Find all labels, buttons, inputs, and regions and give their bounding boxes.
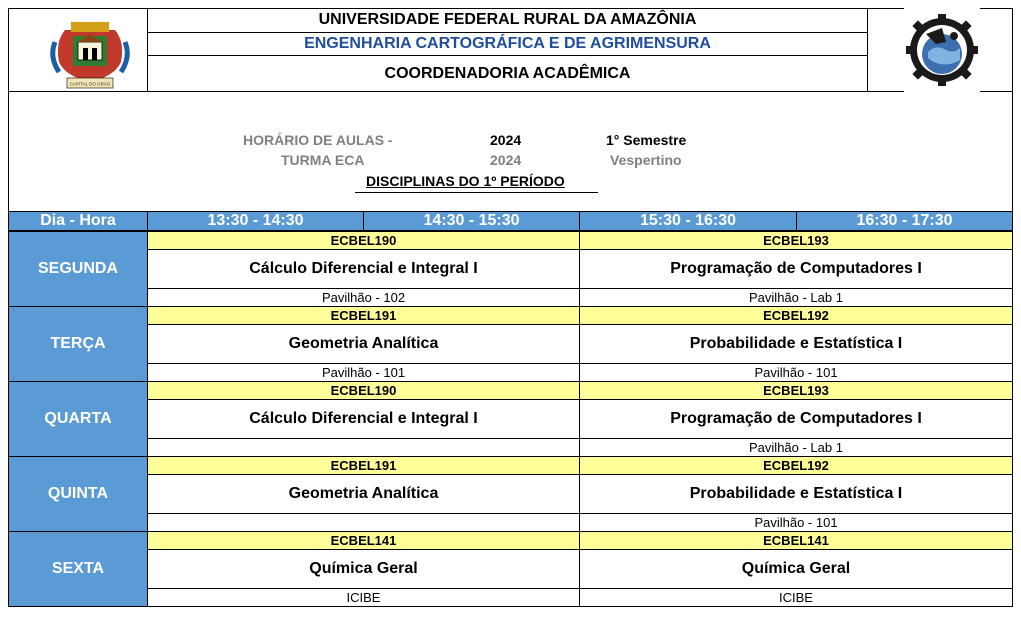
course-room (147, 438, 580, 457)
horario-label: HORÁRIO DE AULAS - (243, 132, 393, 148)
time-slot-2: 14:30 - 15:30 (363, 211, 580, 231)
semester-label: 1° Semestre (606, 132, 687, 148)
cartography-gear-logo (906, 14, 978, 86)
course-room: ICIBE (147, 588, 580, 607)
course-room: Pavilhão - Lab 1 (579, 438, 1013, 457)
coat-of-arms-logo (45, 12, 135, 92)
day-hour-header: Dia - Hora (8, 211, 148, 231)
university-name: UNIVERSIDADE FEDERAL RURAL DA AMAZÔNIA (148, 8, 867, 33)
turma-year: 2024 (490, 152, 522, 168)
course-code: ECBEL141 (147, 531, 580, 550)
course-code: ECBEL193 (579, 231, 1013, 250)
course-subject: Programação de Computadores I (579, 250, 1013, 288)
left-logo-cell (8, 8, 148, 92)
course-room: Pavilhão - Lab 1 (579, 288, 1013, 307)
course-room: Pavilhão - 102 (147, 288, 580, 307)
schedule-year: 2024 (490, 132, 522, 148)
course-subject: Cálculo Diferencial e Integral I (147, 250, 580, 288)
schedule-table (8, 211, 1013, 607)
day-quinta: QUINTA (8, 456, 148, 532)
course-room (147, 513, 580, 532)
course-subject: Geometria Analítica (147, 325, 580, 363)
department-name: ENGENHARIA CARTOGRÁFICA E DE AGRIMENSURA (148, 33, 867, 56)
course-code: ECBEL192 (579, 456, 1013, 475)
course-room: Pavilhão - 101 (579, 363, 1013, 382)
time-slot-4: 16:30 - 17:30 (796, 211, 1013, 231)
course-code: ECBEL191 (147, 456, 580, 475)
course-code: ECBEL192 (579, 306, 1013, 325)
coordination-name: COORDENADORIA ACADÊMICA (384, 65, 631, 82)
turma-label: TURMA ECA (281, 152, 365, 168)
course-room: ICIBE (579, 588, 1013, 607)
course-subject: Química Geral (147, 550, 580, 588)
course-room: Pavilhão - 101 (147, 363, 580, 382)
time-slot-3: 15:30 - 16:30 (579, 211, 797, 231)
shift-label: Vespertino (610, 152, 682, 168)
course-code: ECBEL190 (147, 381, 580, 400)
course-code: ECBEL190 (147, 231, 580, 250)
course-code: ECBEL141 (579, 531, 1013, 550)
right-logo-cell (867, 8, 1013, 92)
course-subject: Geometria Analítica (147, 475, 580, 513)
course-subject: Programação de Computadores I (579, 400, 1013, 438)
day-terca: TERÇA (8, 306, 148, 382)
course-code: ECBEL191 (147, 306, 580, 325)
course-code: ECBEL193 (579, 381, 1013, 400)
course-subject: Química Geral (579, 550, 1013, 588)
course-subject: Probabilidade e Estatística I (579, 325, 1013, 363)
logo-motto-text: CAPITAL DO GRÃO (69, 81, 111, 87)
course-subject: Cálculo Diferencial e Integral I (147, 400, 580, 438)
course-subject: Probabilidade e Estatística I (579, 475, 1013, 513)
subtitle-underline-rule (355, 192, 598, 193)
day-segunda: SEGUNDA (8, 231, 148, 307)
period-subtitle: DISCIPLINAS DO 1º PERÍODO (366, 173, 565, 189)
day-sexta: SEXTA (8, 531, 148, 607)
time-slot-1: 13:30 - 14:30 (147, 211, 364, 231)
course-room: Pavilhão - 101 (579, 513, 1013, 532)
day-quarta: QUARTA (8, 381, 148, 457)
